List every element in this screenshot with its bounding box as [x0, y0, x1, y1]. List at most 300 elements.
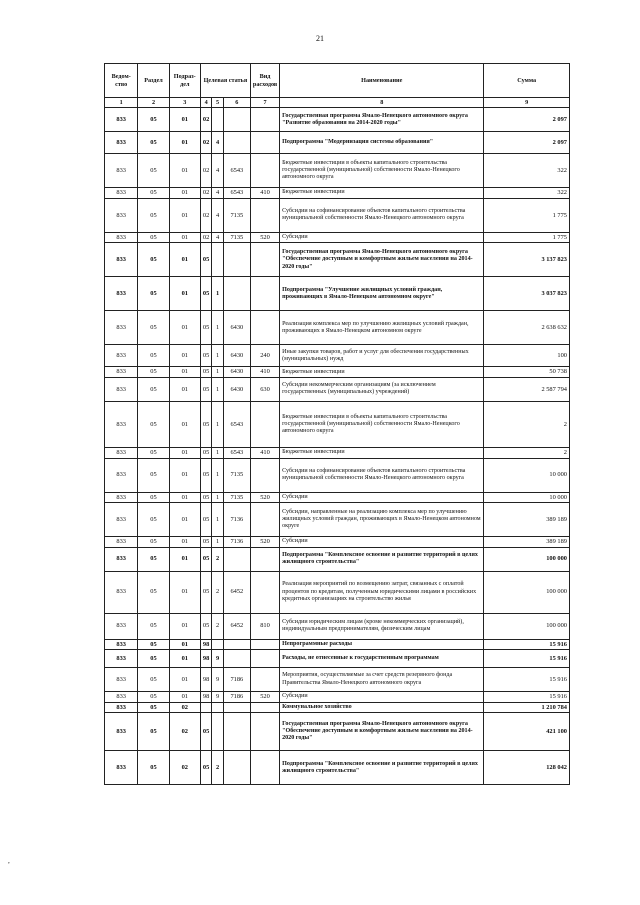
expense-type-cell: 630 [250, 377, 279, 401]
expense-type-cell: 410 [250, 367, 279, 378]
table-row [105, 702, 570, 713]
table-row [105, 367, 570, 378]
expense-type-cell [250, 198, 279, 232]
podrazdel-cell: 01 [169, 277, 200, 311]
program-code-cell: 05 [200, 243, 211, 277]
podrazdel-cell: 01 [169, 503, 200, 537]
razdel-cell: 05 [138, 447, 169, 458]
header-num: 5 [212, 98, 223, 108]
direction-code-cell: 6430 [223, 345, 250, 367]
sum-cell: 15 916 [484, 639, 570, 650]
direction-code-cell: 6452 [223, 613, 250, 639]
subprogram-code-cell [212, 108, 223, 132]
razdel-cell: 05 [138, 458, 169, 492]
razdel-cell: 05 [138, 547, 169, 571]
name-cell: Субсидии [280, 492, 484, 503]
subprogram-code-cell: 1 [212, 401, 223, 447]
sum-cell: 15 916 [484, 668, 570, 692]
razdel-cell: 05 [138, 613, 169, 639]
subprogram-code-cell: 9 [212, 692, 223, 703]
program-code-cell: 05 [200, 537, 211, 548]
expense-type-cell: 520 [250, 492, 279, 503]
header-vid: Вид расходов [250, 64, 279, 98]
expense-type-cell: 240 [250, 345, 279, 367]
header-num: 8 [280, 98, 484, 108]
subprogram-code-cell: 1 [212, 377, 223, 401]
podrazdel-cell: 01 [169, 198, 200, 232]
vedomstvo-cell: 833 [105, 458, 138, 492]
program-code-cell: 02 [200, 198, 211, 232]
subprogram-code-cell: 1 [212, 277, 223, 311]
subprogram-code-cell: 1 [212, 311, 223, 345]
podrazdel-cell: 01 [169, 108, 200, 132]
program-code-cell: 02 [200, 108, 211, 132]
sum-cell: 3 137 823 [484, 243, 570, 277]
table-row [105, 447, 570, 458]
vedomstvo-cell: 833 [105, 613, 138, 639]
subprogram-code-cell: 9 [212, 650, 223, 668]
header-num: 6 [223, 98, 250, 108]
header-vedom: Ведом-ство [105, 64, 138, 98]
podrazdel-cell: 01 [169, 650, 200, 668]
expense-type-cell [250, 311, 279, 345]
sum-cell: 322 [484, 154, 570, 188]
podrazdel-cell: 01 [169, 492, 200, 503]
header-name: Наименование [280, 64, 484, 98]
name-cell: Реализация комплекса мер по улучшению жилищных условий граждан, проживающих в Ямало-Ненецком автономном округе [280, 311, 484, 345]
podrazdel-cell: 01 [169, 311, 200, 345]
sum-cell: 128 042 [484, 751, 570, 785]
program-code-cell: 05 [200, 571, 211, 613]
subprogram-code-cell: 4 [212, 232, 223, 243]
program-code-cell: 02 [200, 232, 211, 243]
vedomstvo-cell: 833 [105, 108, 138, 132]
subprogram-code-cell: 4 [212, 132, 223, 154]
name-cell: Иные закупки товаров, работ и услуг для обеспечения государственных (муниципальных) нужд [280, 345, 484, 367]
subprogram-code-cell: 2 [212, 751, 223, 785]
direction-code-cell [223, 277, 250, 311]
table-row [105, 668, 570, 692]
name-cell: Подпрограмма "Комплексное освоение и развитие территорий в целях жилищного строительства" [280, 547, 484, 571]
podrazdel-cell: 01 [169, 154, 200, 188]
name-cell: Мероприятия, осуществляемые за счет средств резервного фонда Правительства Ямало-Ненецкого автономного округа [280, 668, 484, 692]
name-cell: Субсидии [280, 232, 484, 243]
sum-cell: 1 210 784 [484, 702, 570, 713]
program-code-cell: 05 [200, 503, 211, 537]
budget-table [104, 63, 570, 785]
expense-type-cell: 410 [250, 447, 279, 458]
name-cell: Субсидии [280, 692, 484, 703]
program-code-cell: 05 [200, 447, 211, 458]
table-row [105, 311, 570, 345]
razdel-cell: 05 [138, 154, 169, 188]
name-cell: Подпрограмма "Улучшение жилищных условий граждан, проживающих в Ямало-Ненецком автономном округе" [280, 277, 484, 311]
name-cell: Субсидии [280, 537, 484, 548]
sum-cell: 2 097 [484, 132, 570, 154]
podrazdel-cell: 01 [169, 613, 200, 639]
table-body [105, 108, 570, 785]
program-code-cell: 02 [200, 132, 211, 154]
razdel-cell: 05 [138, 401, 169, 447]
table-row [105, 345, 570, 367]
table-row [105, 547, 570, 571]
sum-cell: 2 097 [484, 108, 570, 132]
podrazdel-cell: 02 [169, 751, 200, 785]
sum-cell: 2 638 632 [484, 311, 570, 345]
direction-code-cell: 7186 [223, 668, 250, 692]
expense-type-cell: 410 [250, 188, 279, 199]
sum-cell: 389 189 [484, 537, 570, 548]
expense-type-cell [250, 401, 279, 447]
name-cell: Бюджетные инвестиции в объекты капитального строительства государственной (муниципальной) собственности Ямало-Ненецкого автономного округа [280, 154, 484, 188]
vedomstvo-cell: 833 [105, 188, 138, 199]
table-row [105, 154, 570, 188]
table-row [105, 277, 570, 311]
direction-code-cell [223, 650, 250, 668]
name-cell: Государственная программа Ямало-Ненецкого автономного округа "Обеспечение доступным и комфортным жильем населения на 2014-2020 годы" [280, 713, 484, 751]
name-cell: Бюджетные инвестиции [280, 447, 484, 458]
table-row [105, 188, 570, 199]
header-num: 3 [169, 98, 200, 108]
table-row [105, 492, 570, 503]
direction-code-cell [223, 132, 250, 154]
subprogram-code-cell [212, 639, 223, 650]
direction-code-cell [223, 702, 250, 713]
vedomstvo-cell: 833 [105, 692, 138, 703]
direction-code-cell: 7135 [223, 232, 250, 243]
table-row [105, 243, 570, 277]
expense-type-cell [250, 132, 279, 154]
subprogram-code-cell: 1 [212, 503, 223, 537]
direction-code-cell [223, 639, 250, 650]
razdel-cell: 05 [138, 132, 169, 154]
name-cell: Субсидии на софинансирование объектов капитального строительства муниципальной собственности Ямало-Ненецкого автономного округа [280, 458, 484, 492]
sum-cell: 100 [484, 345, 570, 367]
program-code-cell: 05 [200, 751, 211, 785]
expense-type-cell [250, 108, 279, 132]
vedomstvo-cell: 833 [105, 447, 138, 458]
podrazdel-cell: 01 [169, 571, 200, 613]
direction-code-cell: 7135 [223, 198, 250, 232]
sum-cell: 3 037 823 [484, 277, 570, 311]
vedomstvo-cell: 833 [105, 345, 138, 367]
sum-cell: 2 [484, 401, 570, 447]
razdel-cell: 05 [138, 713, 169, 751]
sum-cell: 1 775 [484, 232, 570, 243]
vedomstvo-cell: 833 [105, 132, 138, 154]
razdel-cell: 05 [138, 692, 169, 703]
podrazdel-cell: 01 [169, 132, 200, 154]
podrazdel-cell: 01 [169, 537, 200, 548]
razdel-cell: 05 [138, 492, 169, 503]
program-code-cell: 98 [200, 650, 211, 668]
subprogram-code-cell: 2 [212, 613, 223, 639]
name-cell: Подпрограмма "Модернизация системы образования" [280, 132, 484, 154]
sum-cell: 1 775 [484, 198, 570, 232]
header-num: 1 [105, 98, 138, 108]
podrazdel-cell: 01 [169, 692, 200, 703]
vedomstvo-cell: 833 [105, 311, 138, 345]
subprogram-code-cell: 4 [212, 188, 223, 199]
name-cell: Непрограммные расходы [280, 639, 484, 650]
sum-cell: 100 000 [484, 571, 570, 613]
direction-code-cell [223, 713, 250, 751]
podrazdel-cell: 01 [169, 377, 200, 401]
vedomstvo-cell: 833 [105, 154, 138, 188]
podrazdel-cell: 02 [169, 702, 200, 713]
direction-code-cell: 7186 [223, 692, 250, 703]
podrazdel-cell: 01 [169, 401, 200, 447]
table-row [105, 401, 570, 447]
header-row [105, 64, 570, 98]
direction-code-cell: 6430 [223, 311, 250, 345]
razdel-cell: 05 [138, 668, 169, 692]
subprogram-code-cell: 2 [212, 571, 223, 613]
expense-type-cell [250, 650, 279, 668]
table-row [105, 232, 570, 243]
name-cell: Субсидии некоммерческим организациям (за исключением государственных (муниципальных) учреждений) [280, 377, 484, 401]
expense-type-cell: 520 [250, 232, 279, 243]
program-code-cell: 98 [200, 692, 211, 703]
header-podrazdel: Подраз-дел [169, 64, 200, 98]
program-code-cell: 02 [200, 188, 211, 199]
razdel-cell: 05 [138, 345, 169, 367]
podrazdel-cell: 01 [169, 668, 200, 692]
subprogram-code-cell: 4 [212, 198, 223, 232]
sum-cell: 2 587 794 [484, 377, 570, 401]
sum-cell: 15 916 [484, 692, 570, 703]
program-code-cell: 05 [200, 713, 211, 751]
sum-cell: 10 000 [484, 458, 570, 492]
table-row [105, 377, 570, 401]
expense-type-cell [250, 243, 279, 277]
direction-code-cell: 7135 [223, 458, 250, 492]
vedomstvo-cell: 833 [105, 198, 138, 232]
vedomstvo-cell: 833 [105, 537, 138, 548]
program-code-cell: 05 [200, 401, 211, 447]
razdel-cell: 05 [138, 639, 169, 650]
sum-cell: 421 100 [484, 713, 570, 751]
podrazdel-cell: 01 [169, 547, 200, 571]
razdel-cell: 05 [138, 311, 169, 345]
name-cell: Государственная программа Ямало-Ненецкого автономного округа "Обеспечение доступным и комфортным жильем населения на 2014-2020 годы" [280, 243, 484, 277]
table-row [105, 132, 570, 154]
direction-code-cell [223, 108, 250, 132]
table-row [105, 650, 570, 668]
razdel-cell: 05 [138, 198, 169, 232]
direction-code-cell [223, 243, 250, 277]
direction-code-cell: 6452 [223, 571, 250, 613]
podrazdel-cell: 02 [169, 713, 200, 751]
expense-type-cell [250, 277, 279, 311]
expense-type-cell [250, 751, 279, 785]
table-row [105, 108, 570, 132]
name-cell: Бюджетные инвестиции [280, 188, 484, 199]
vedomstvo-cell: 833 [105, 243, 138, 277]
program-code-cell: 05 [200, 492, 211, 503]
direction-code-cell: 7136 [223, 537, 250, 548]
vedomstvo-cell: 833 [105, 277, 138, 311]
podrazdel-cell: 01 [169, 447, 200, 458]
podrazdel-cell: 01 [169, 232, 200, 243]
header-num: 2 [138, 98, 169, 108]
direction-code-cell [223, 751, 250, 785]
name-cell: Бюджетные инвестиции в объекты капитального строительства государственной (муниципальной) собственности Ямало-Ненецкого автономного округа [280, 401, 484, 447]
name-cell: Субсидии, направленные на реализацию комплекса мер по улучшению жилищных условий граждан, проживающих в Ямало-Ненецком автономном округе [280, 503, 484, 537]
program-code-cell: 05 [200, 458, 211, 492]
direction-code-cell: 6543 [223, 447, 250, 458]
header-num: 9 [484, 98, 570, 108]
direction-code-cell [223, 547, 250, 571]
table-row [105, 751, 570, 785]
vedomstvo-cell: 833 [105, 650, 138, 668]
direction-code-cell: 7136 [223, 503, 250, 537]
razdel-cell: 05 [138, 188, 169, 199]
subprogram-code-cell: 9 [212, 668, 223, 692]
expense-type-cell [250, 503, 279, 537]
razdel-cell: 05 [138, 702, 169, 713]
program-code-cell: 98 [200, 668, 211, 692]
program-code-cell: 98 [200, 639, 211, 650]
podrazdel-cell: 01 [169, 458, 200, 492]
subprogram-code-cell: 1 [212, 537, 223, 548]
header-razdel: Раздел [138, 64, 169, 98]
program-code-cell: 05 [200, 345, 211, 367]
program-code-cell: 05 [200, 547, 211, 571]
direction-code-cell: 6430 [223, 377, 250, 401]
razdel-cell: 05 [138, 571, 169, 613]
table-row [105, 571, 570, 613]
razdel-cell: 05 [138, 277, 169, 311]
vedomstvo-cell: 833 [105, 547, 138, 571]
sum-cell: 100 000 [484, 613, 570, 639]
direction-code-cell: 6543 [223, 188, 250, 199]
razdel-cell: 05 [138, 537, 169, 548]
table-row [105, 503, 570, 537]
header-number-row [105, 98, 570, 108]
expense-type-cell [250, 154, 279, 188]
sum-cell: 50 738 [484, 367, 570, 378]
direction-code-cell: 6430 [223, 367, 250, 378]
expense-type-cell: 520 [250, 537, 279, 548]
expense-type-cell [250, 713, 279, 751]
program-code-cell: 02 [200, 154, 211, 188]
subprogram-code-cell [212, 713, 223, 751]
header-celevaya: Целевая статья [200, 64, 250, 98]
expense-type-cell [250, 571, 279, 613]
header-sum: Сумма [484, 64, 570, 98]
razdel-cell: 05 [138, 232, 169, 243]
table-row [105, 458, 570, 492]
vedomstvo-cell: 833 [105, 367, 138, 378]
vedomstvo-cell: 833 [105, 492, 138, 503]
podrazdel-cell: 01 [169, 243, 200, 277]
table-row [105, 713, 570, 751]
margin-mark: , [8, 857, 10, 865]
expense-type-cell: 520 [250, 692, 279, 703]
vedomstvo-cell: 833 [105, 503, 138, 537]
vedomstvo-cell: 833 [105, 401, 138, 447]
sum-cell: 389 189 [484, 503, 570, 537]
header-num: 7 [250, 98, 279, 108]
direction-code-cell: 6543 [223, 401, 250, 447]
page-number: 21 [316, 34, 324, 43]
program-code-cell: 05 [200, 377, 211, 401]
podrazdel-cell: 01 [169, 367, 200, 378]
program-code-cell: 05 [200, 613, 211, 639]
expense-type-cell [250, 639, 279, 650]
subprogram-code-cell: 1 [212, 345, 223, 367]
sum-cell: 2 [484, 447, 570, 458]
name-cell: Субсидии юридическим лицам (кроме некоммерческих организаций), индивидуальным предпринимателям, физическим лицам [280, 613, 484, 639]
expense-type-cell [250, 458, 279, 492]
name-cell: Субсидии на софинансирование объектов капитального строительства муниципальной собственности Ямало-Ненецкого автономного округа [280, 198, 484, 232]
name-cell: Реализация мероприятий по возмещению затрат, связанных с оплатой процентов по кредитам, полученным юридическими лицами в российских кредитных организациях на строительство жилья [280, 571, 484, 613]
expense-type-cell [250, 702, 279, 713]
vedomstvo-cell: 833 [105, 702, 138, 713]
table-row [105, 537, 570, 548]
subprogram-code-cell: 1 [212, 492, 223, 503]
subprogram-code-cell [212, 243, 223, 277]
subprogram-code-cell: 1 [212, 447, 223, 458]
name-cell: Государственная программа Ямало-Ненецкого автономного округа "Развитие образования на 2014-2020 годы" [280, 108, 484, 132]
razdel-cell: 05 [138, 377, 169, 401]
name-cell: Расходы, не отнесенные к государственным программам [280, 650, 484, 668]
subprogram-code-cell: 2 [212, 547, 223, 571]
subprogram-code-cell [212, 702, 223, 713]
subprogram-code-cell: 4 [212, 154, 223, 188]
table-row [105, 692, 570, 703]
subprogram-code-cell: 1 [212, 458, 223, 492]
name-cell: Бюджетные инвестиции [280, 367, 484, 378]
razdel-cell: 05 [138, 650, 169, 668]
table-row [105, 613, 570, 639]
razdel-cell: 05 [138, 243, 169, 277]
expense-type-cell [250, 668, 279, 692]
program-code-cell: 05 [200, 277, 211, 311]
podrazdel-cell: 01 [169, 188, 200, 199]
expense-type-cell [250, 547, 279, 571]
direction-code-cell: 7135 [223, 492, 250, 503]
vedomstvo-cell: 833 [105, 571, 138, 613]
table-row [105, 198, 570, 232]
direction-code-cell: 6543 [223, 154, 250, 188]
program-code-cell [200, 702, 211, 713]
name-cell: Коммунальное хозяйство [280, 702, 484, 713]
sum-cell: 10 000 [484, 492, 570, 503]
podrazdel-cell: 01 [169, 639, 200, 650]
program-code-cell: 05 [200, 311, 211, 345]
vedomstvo-cell: 833 [105, 232, 138, 243]
vedomstvo-cell: 833 [105, 668, 138, 692]
vedomstvo-cell: 833 [105, 713, 138, 751]
name-cell: Подпрограмма "Комплексное освоение и развитие территорий в целях жилищного строительства" [280, 751, 484, 785]
razdel-cell: 05 [138, 751, 169, 785]
podrazdel-cell: 01 [169, 345, 200, 367]
sum-cell: 100 000 [484, 547, 570, 571]
program-code-cell: 05 [200, 367, 211, 378]
sum-cell: 15 916 [484, 650, 570, 668]
razdel-cell: 05 [138, 367, 169, 378]
sum-cell: 322 [484, 188, 570, 199]
vedomstvo-cell: 833 [105, 639, 138, 650]
expense-type-cell: 810 [250, 613, 279, 639]
razdel-cell: 05 [138, 503, 169, 537]
vedomstvo-cell: 833 [105, 377, 138, 401]
razdel-cell: 05 [138, 108, 169, 132]
table-row [105, 639, 570, 650]
header-num: 4 [200, 98, 211, 108]
